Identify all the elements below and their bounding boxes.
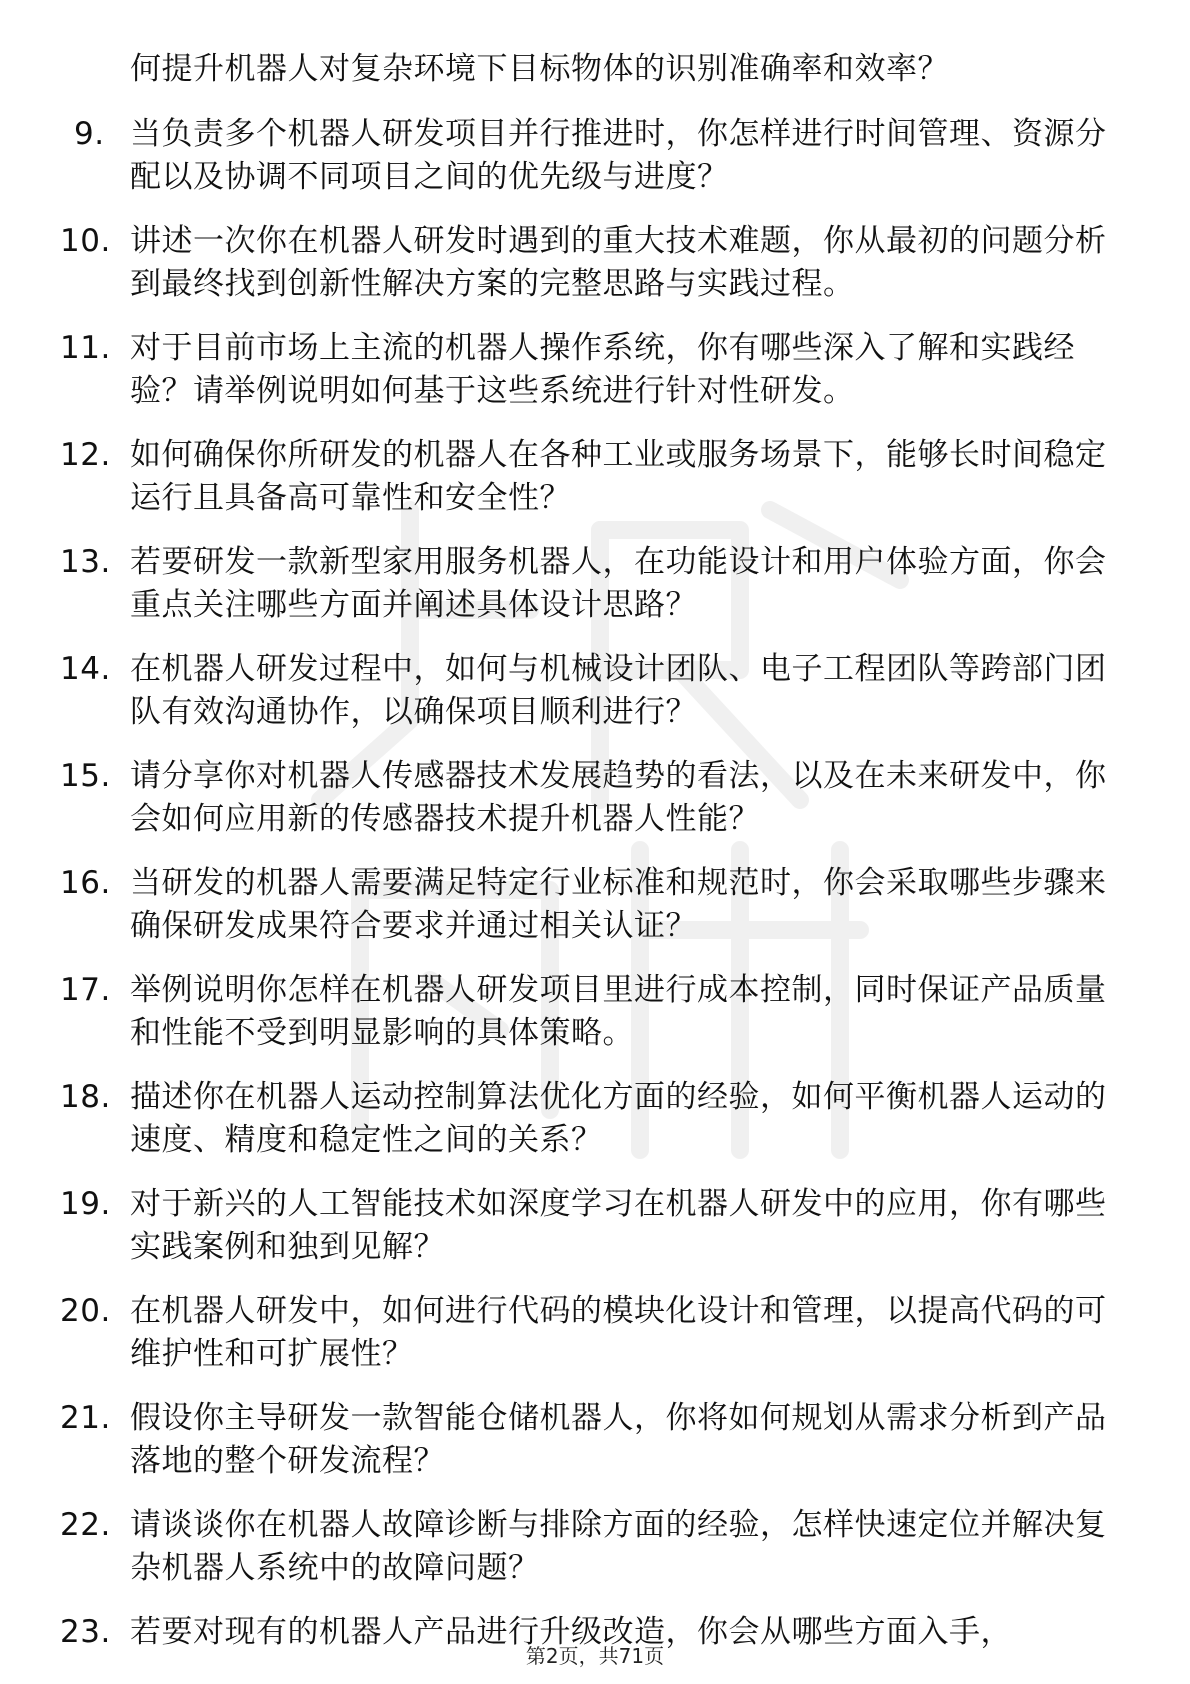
question-item — [60, 755, 1120, 841]
question-number: 15. — [60, 758, 111, 794]
question-number: 18. — [60, 1079, 111, 1115]
question-text: 对于目前市场上主流的机器人操作系统，你有哪些深入了解和实践经验？请举例说明如何基于这些系统进行针对性研发。 — [130, 330, 1075, 409]
question-item — [60, 862, 1120, 948]
question-number: 17. — [60, 972, 111, 1008]
question-number: 19. — [60, 1186, 111, 1222]
question-text: 当研发的机器人需要满足特定行业标准和规范时，你会采取哪些步骤来确保研发成果符合要求并通过相关认证？ — [130, 865, 1107, 944]
question-item — [60, 648, 1120, 734]
question-item — [60, 220, 1120, 306]
question-number: 13. — [60, 544, 111, 580]
question-number: 12. — [60, 437, 111, 473]
question-text: 假设你主导研发一款智能仓储机器人，你将如何规划从需求分析到产品落地的整个研发流程？ — [130, 1400, 1107, 1479]
question-number: 20. — [60, 1293, 111, 1329]
question-number: 21. — [60, 1400, 111, 1436]
question-item — [60, 327, 1120, 413]
question-number: 16. — [60, 865, 111, 901]
question-number: 10. — [60, 223, 111, 259]
question-text: 当负责多个机器人研发项目并行推进时，你怎样进行时间管理、资源分配以及协调不同项目之间的优先级与进度？ — [130, 116, 1107, 195]
question-number: 9. — [74, 116, 105, 152]
question-item — [60, 1290, 1120, 1376]
question-item — [60, 1397, 1120, 1483]
question-text: 如何确保你所研发的机器人在各种工业或服务场景下，能够长时间稳定运行且具备高可靠性和安全性？ — [130, 437, 1107, 516]
question-item — [60, 1076, 1120, 1162]
question-item — [60, 113, 1120, 199]
question-text: 对于新兴的人工智能技术如深度学习在机器人研发中的应用，你有哪些实践案例和独到见解？ — [130, 1186, 1107, 1265]
continued-question-text: 何提升机器人对复杂环境下目标物体的识别准确率和效率？ — [130, 51, 949, 87]
question-text: 若要对现有的机器人产品进行升级改造，你会从哪些方面入手， — [130, 1614, 1012, 1650]
question-text: 若要研发一款新型家用服务机器人，在功能设计和用户体验方面，你会重点关注哪些方面并阐述具体设计思路？ — [130, 544, 1107, 623]
question-text: 在机器人研发中，如何进行代码的模块化设计和管理，以提高代码的可维护性和可扩展性？ — [130, 1293, 1107, 1372]
question-number: 22. — [60, 1507, 111, 1543]
page-footer: 第2页，共71页 — [525, 1644, 665, 1668]
question-number: 23. — [60, 1614, 111, 1650]
question-text: 在机器人研发过程中，如何与机械设计团队、电子工程团队等跨部门团队有效沟通协作，以确保项目顺利进行？ — [130, 651, 1107, 730]
question-item — [60, 1504, 1120, 1590]
question-number: 11. — [60, 330, 111, 366]
question-text: 讲述一次你在机器人研发时遇到的重大技术难题，你从最初的问题分析到最终找到创新性解决方案的完整思路与实践过程。 — [130, 223, 1107, 302]
question-text: 请谈谈你在机器人故障诊断与排除方面的经验，怎样快速定位并解决复杂机器人系统中的故障问题？ — [130, 1507, 1107, 1586]
question-list — [60, 48, 1120, 1675]
question-text: 描述你在机器人运动控制算法优化方面的经验，如何平衡机器人运动的速度、精度和稳定性之间的关系？ — [130, 1079, 1107, 1158]
question-number: 14. — [60, 651, 111, 687]
question-text: 请分享你对机器人传感器技术发展趋势的看法，以及在未来研发中，你会如何应用新的传感器技术提升机器人性能？ — [130, 758, 1107, 837]
question-item — [60, 1183, 1120, 1269]
question-item — [60, 541, 1120, 627]
question-text: 举例说明你怎样在机器人研发项目里进行成本控制，同时保证产品质量和性能不受到明显影响的具体策略。 — [130, 972, 1107, 1051]
question-item — [60, 969, 1120, 1055]
question-item — [60, 434, 1120, 520]
